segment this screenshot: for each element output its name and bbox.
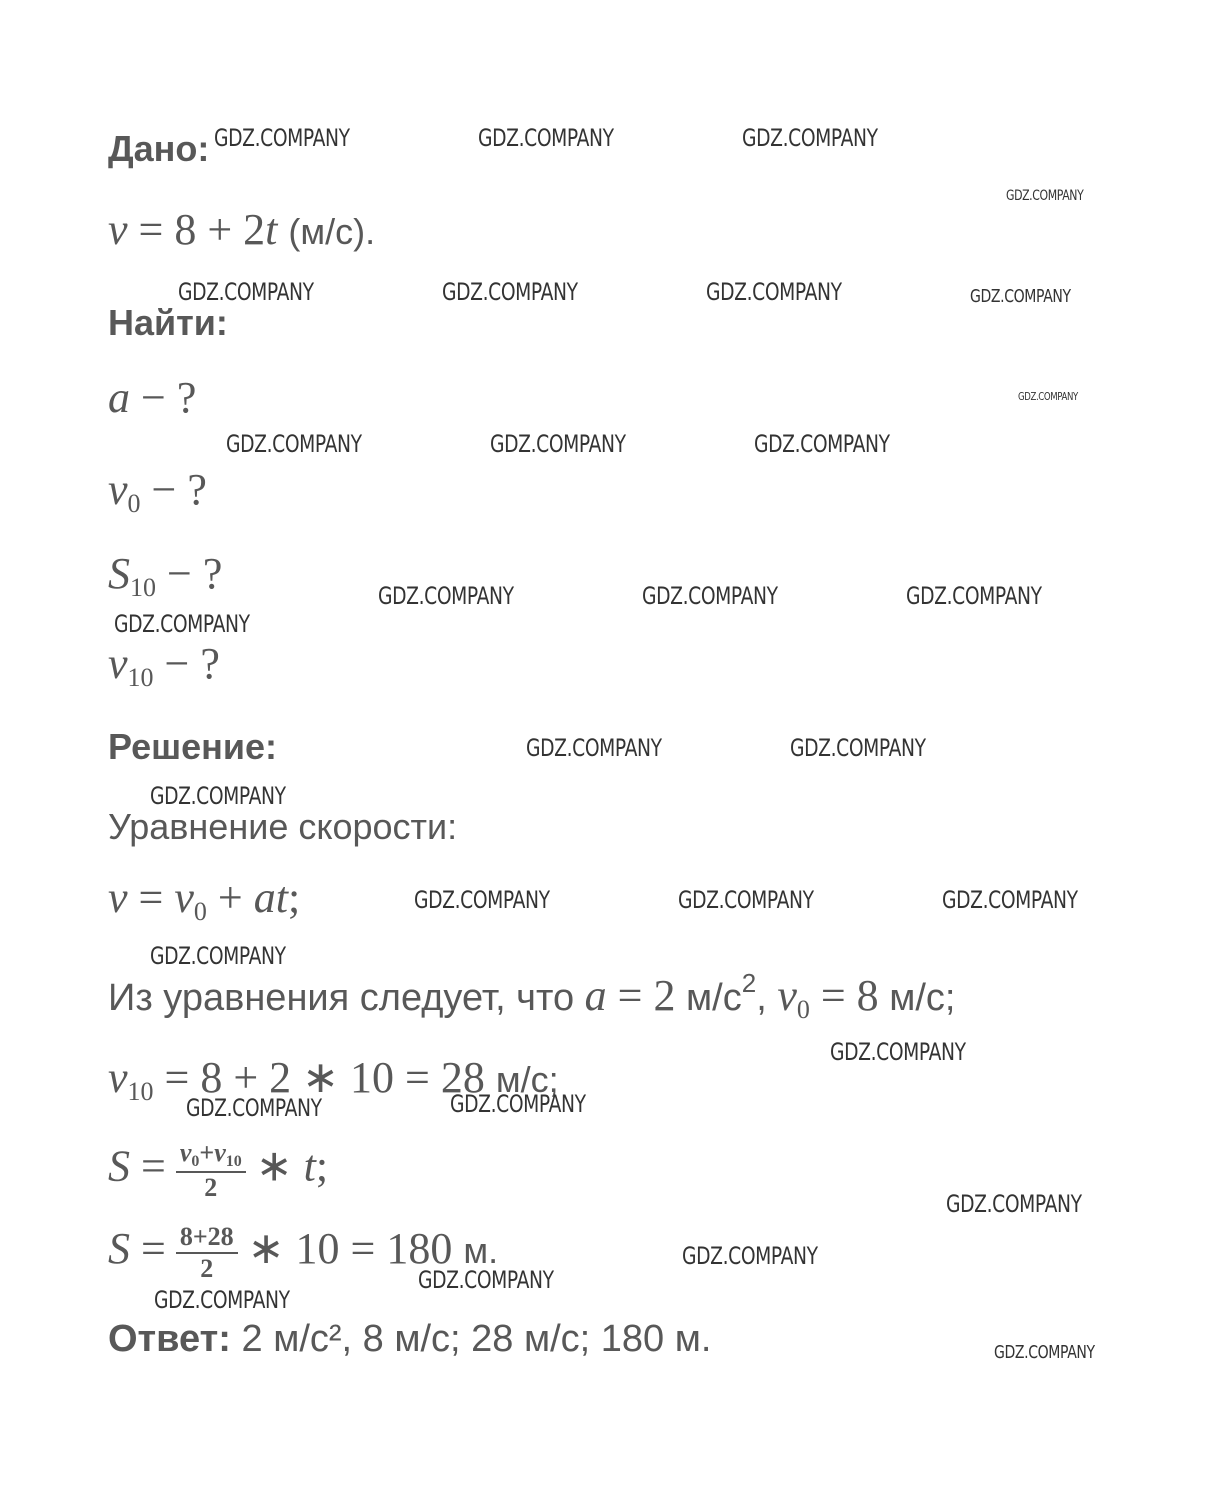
distance-calc: S = $\frac{8+28}{2}$ ∗ 10 = 180 м. <box>108 1222 499 1283</box>
watermark: GDZ.COMPANY <box>378 582 514 610</box>
watermark: GDZ.COMPANY <box>790 734 926 762</box>
watermark: GDZ.COMPANY <box>970 286 1071 307</box>
watermark: GDZ.COMPANY <box>414 886 550 914</box>
watermark: GDZ.COMPANY <box>418 1266 554 1294</box>
watermark: GDZ.COMPANY <box>1006 188 1084 204</box>
watermark: GDZ.COMPANY <box>946 1190 1082 1218</box>
watermark: GDZ.COMPANY <box>226 430 362 458</box>
watermark: GDZ.COMPANY <box>450 1090 586 1118</box>
watermark: GDZ.COMPANY <box>154 1286 290 1314</box>
find-velocity-10: $v_{10}$ − ? <box>108 639 220 692</box>
watermark: GDZ.COMPANY <box>742 124 878 152</box>
watermark: GDZ.COMPANY <box>830 1038 966 1066</box>
given-velocity-formula: v = 8 + 2t (м/с). <box>108 205 376 254</box>
watermark: GDZ.COMPANY <box>442 278 578 306</box>
watermark: GDZ.COMPANY <box>114 610 250 638</box>
heading-find: Найти: <box>108 302 228 343</box>
find-initial-velocity: $v_0$ − ? <box>108 465 207 518</box>
watermark: GDZ.COMPANY <box>906 582 1042 610</box>
velocity-equation-label: Уравнение скорости: <box>108 806 458 847</box>
watermark: GDZ.COMPANY <box>150 782 286 810</box>
heading-given: Дано: <box>108 128 210 169</box>
velocity-equation: $v = v_0$ + at; <box>108 873 301 926</box>
velocity-10-calc: $v_{10} = 8 + 2$ ∗ 10 = 28 м/с; <box>108 1053 559 1106</box>
answer-line: Ответ: 2 м/с², 8 м/с; 28 м/с; 180 м. <box>108 1318 712 1360</box>
watermark: GDZ.COMPANY <box>942 886 1078 914</box>
watermark: GDZ.COMPANY <box>706 278 842 306</box>
watermark: GDZ.COMPANY <box>214 124 350 152</box>
heading-solution: Решение: <box>108 726 278 767</box>
watermark: GDZ.COMPANY <box>526 734 662 762</box>
watermark: GDZ.COMPANY <box>478 124 614 152</box>
watermark: GDZ.COMPANY <box>150 942 286 970</box>
watermark: GDZ.COMPANY <box>682 1242 818 1270</box>
distance-formula: S = $\frac{v_0+v_{10}}{2}$ ∗ t; <box>108 1138 329 1202</box>
derived-values-line: Из уравнения следует, что a = 2 $м/с^2$, $v_0 = 8$ м/с; <box>108 968 956 1024</box>
find-acceleration: a − ? <box>108 373 197 422</box>
watermark: GDZ.COMPANY <box>1018 390 1078 403</box>
watermark: GDZ.COMPANY <box>678 886 814 914</box>
watermark: GDZ.COMPANY <box>490 430 626 458</box>
find-distance-10: $S_{10}$ − ? <box>108 549 223 602</box>
watermark: GDZ.COMPANY <box>642 582 778 610</box>
watermark: GDZ.COMPANY <box>754 430 890 458</box>
watermark: GDZ.COMPANY <box>186 1094 322 1122</box>
watermark: GDZ.COMPANY <box>994 1342 1095 1363</box>
watermark: GDZ.COMPANY <box>178 278 314 306</box>
